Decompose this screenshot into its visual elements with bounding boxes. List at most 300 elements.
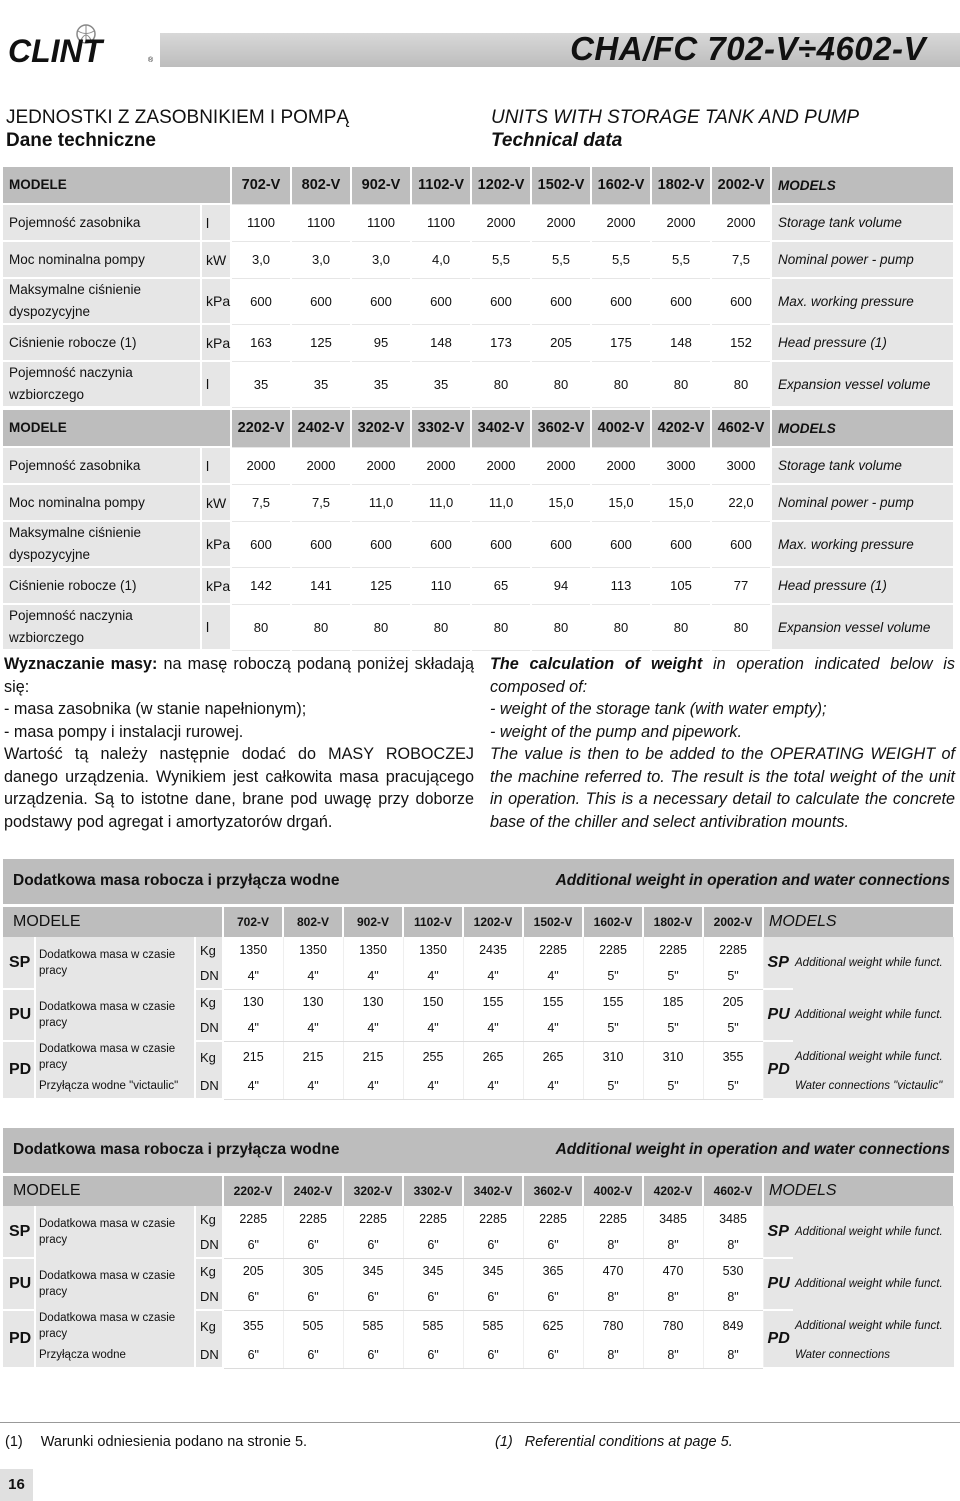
model-name: 3202-V: [351, 410, 411, 447]
cell-value: 125: [351, 567, 411, 604]
cell-value: 600: [711, 278, 771, 324]
cell-value: 600: [531, 521, 591, 567]
row-label-en: Max. working pressure: [771, 278, 954, 324]
cell-value: 148: [411, 324, 471, 361]
option-code-en: PU: [763, 1258, 793, 1310]
cell-value: 125: [291, 324, 351, 361]
connection-value: 4": [463, 963, 523, 989]
cell-value: 2000: [711, 204, 771, 241]
row-unit: l: [201, 204, 231, 241]
weight-line-en: - weight of the storage tank (with water empty);: [490, 700, 827, 718]
option-code-en: PU: [763, 989, 793, 1041]
cell-value: 600: [651, 521, 711, 567]
unit-kg: Kg: [195, 1206, 223, 1232]
model-name: 2202-V: [231, 410, 291, 447]
cell-value: 3,0: [231, 241, 291, 278]
connection-value: 4": [403, 963, 463, 989]
table-row: [3, 361, 954, 407]
table-row: [3, 204, 954, 241]
cell-value: 3,0: [351, 241, 411, 278]
cell-value: 4,0: [411, 241, 471, 278]
cell-value: 35: [351, 361, 411, 407]
cell-value: 600: [711, 521, 771, 567]
weight-value: 849: [703, 1310, 763, 1342]
connection-value: 8": [703, 1342, 763, 1368]
cell-value: 1100: [411, 204, 471, 241]
models-heading-en: MODELS: [763, 907, 954, 937]
cell-value: 600: [651, 278, 711, 324]
weight-value: 530: [703, 1258, 763, 1284]
cell-value: 141: [291, 567, 351, 604]
row-unit: kPa: [201, 521, 231, 567]
connection-value: 5": [703, 963, 763, 989]
table-row: [3, 604, 954, 650]
model-name: 1502-V: [531, 167, 591, 204]
cell-value: 600: [231, 521, 291, 567]
cell-value: 600: [411, 521, 471, 567]
cell-value: 2000: [591, 447, 651, 484]
weight-row: [3, 1310, 954, 1342]
weight-value: 130: [223, 989, 283, 1015]
weight-value: 310: [643, 1041, 703, 1073]
cell-value: 110: [411, 567, 471, 604]
weight-intro-en: in operation indicated below is composed of:: [490, 655, 955, 696]
cell-value: 11,0: [411, 484, 471, 521]
row-label-pl: Maksymalne ciśnienie dyspozycyjne: [3, 521, 201, 567]
cell-value: 2000: [651, 204, 711, 241]
unit-dn: DN: [195, 1015, 223, 1041]
table-row: [3, 241, 954, 278]
cell-value: 163: [231, 324, 291, 361]
weight-intro-pl: na masę roboczą podaną poniżej składają się:: [4, 655, 474, 696]
connection-value: 6": [463, 1284, 523, 1310]
connection-value: 5": [643, 1015, 703, 1041]
table-row: [3, 521, 954, 567]
connection-value: 5": [583, 963, 643, 989]
row-label-pl: Pojemność zasobnika: [3, 204, 201, 241]
weight-row: [3, 937, 954, 963]
model-name: 1502-V: [523, 907, 583, 937]
model-name: 2402-V: [283, 1176, 343, 1206]
weight-value: 355: [703, 1041, 763, 1073]
row-label-pl: Ciśnienie robocze (1): [3, 324, 201, 361]
model-name: 4202-V: [643, 1176, 703, 1206]
model-name: 1802-V: [643, 907, 703, 937]
weight-value: 345: [403, 1258, 463, 1284]
model-name: 3302-V: [403, 1176, 463, 1206]
cell-value: 35: [291, 361, 351, 407]
row-label-en: Nominal power - pump: [771, 484, 954, 521]
connection-row: [3, 1073, 954, 1099]
connection-value: 8": [703, 1232, 763, 1258]
cell-value: 600: [351, 521, 411, 567]
unit-kg: Kg: [195, 937, 223, 963]
technical-data-table-1: [3, 167, 955, 408]
model-name: 3202-V: [343, 1176, 403, 1206]
unit-kg: Kg: [195, 989, 223, 1015]
cell-value: 35: [411, 361, 471, 407]
weight-heading-en: The calculation of weight: [490, 655, 703, 673]
connection-value: 4": [523, 963, 583, 989]
weight-row: [3, 1041, 954, 1073]
connection-desc-pl: Przyłącza wodne: [35, 1342, 195, 1368]
weight-value: 505: [283, 1310, 343, 1342]
row-label-pl: Pojemność naczynia wzbiorczego: [3, 604, 201, 650]
model-name: 2002-V: [703, 907, 763, 937]
cell-value: 600: [411, 278, 471, 324]
weight-line-pl: - masa zasobnika (w stanie napełnionym);: [4, 700, 307, 718]
connection-value: 6": [223, 1232, 283, 1258]
option-desc-pl: Dodatkowa masa w czasie pracy: [35, 937, 195, 989]
option-code: PU: [3, 1258, 35, 1310]
cell-value: 80: [471, 604, 531, 650]
connection-value: 4": [343, 1015, 403, 1041]
weight-value: 585: [403, 1310, 463, 1342]
cell-value: 3000: [711, 447, 771, 484]
weight-explanation-pl: [4, 653, 474, 833]
model-name: 3602-V: [523, 1176, 583, 1206]
addweight-title-pl: Dodatkowa masa robocza i przyłącza wodne: [13, 872, 340, 889]
connection-value: 4": [223, 963, 283, 989]
model-title: CHA/FC 702-V÷4602-V: [570, 30, 926, 67]
connection-value: 6": [403, 1284, 463, 1310]
option-code-en: PD: [763, 1310, 793, 1368]
option-desc-pl: Dodatkowa masa w czasie pracy: [35, 1206, 195, 1258]
option-code: SP: [3, 1206, 35, 1258]
cell-value: 2000: [411, 447, 471, 484]
table-header-row: [3, 907, 954, 937]
connection-value: 5": [583, 1015, 643, 1041]
option-desc-en: Additional weight while funct.: [793, 989, 954, 1041]
cell-value: 5,5: [531, 241, 591, 278]
model-name: 2202-V: [223, 1176, 283, 1206]
cell-value: 80: [531, 604, 591, 650]
connection-value: 6": [343, 1284, 403, 1310]
connection-desc-en: Water connections "victaulic": [793, 1073, 954, 1099]
footnote-mark: (1): [495, 1434, 513, 1450]
connection-value: 6": [523, 1232, 583, 1258]
unit-dn: DN: [195, 1073, 223, 1099]
weight-value: 1350: [403, 937, 463, 963]
models-heading-en: MODELS: [763, 1176, 954, 1206]
models-heading-pl: MODELE: [3, 167, 231, 204]
weight-value: 470: [643, 1258, 703, 1284]
weight-value: 150: [403, 989, 463, 1015]
weight-value: 215: [223, 1041, 283, 1073]
weight-line-pl: Wartość tą należy następnie dodać do MASY ROBOCZEJ danego urządzenia. Wynikiem jest całkowita masa pracującego urządzenia. Są to istotne dane, brane pod uwagę przy doborze podstawy pod agregat i amortyzatorów drgań.: [4, 745, 474, 831]
weight-explanation-en: [490, 653, 955, 833]
weight-value: 2435: [463, 937, 523, 963]
weight-value: 205: [223, 1258, 283, 1284]
weight-heading-pl: Wyznaczanie masy:: [4, 655, 158, 673]
table-header-row: [3, 1176, 954, 1206]
table-header-row: [3, 167, 954, 204]
unit-dn: DN: [195, 963, 223, 989]
cell-value: 105: [651, 567, 711, 604]
weight-value: 130: [283, 989, 343, 1015]
connection-value: 6": [523, 1284, 583, 1310]
connection-value: 8": [703, 1284, 763, 1310]
weight-value: 470: [583, 1258, 643, 1284]
cell-value: 600: [591, 278, 651, 324]
models-heading-pl: MODELE: [3, 410, 231, 447]
weight-value: 310: [583, 1041, 643, 1073]
connection-value: 6": [343, 1232, 403, 1258]
option-desc-en: Additional weight while funct.: [793, 1310, 954, 1342]
cell-value: 2000: [531, 447, 591, 484]
addweight-table-1: [3, 907, 955, 1100]
section-title-pl: JEDNOSTKI Z ZASOBNIKIEM I POMPĄ: [6, 107, 350, 128]
connection-value: 6": [463, 1342, 523, 1368]
weight-value: 155: [583, 989, 643, 1015]
cell-value: 11,0: [351, 484, 411, 521]
footnote-divider: [0, 1422, 960, 1423]
model-name: 902-V: [343, 907, 403, 937]
cell-value: 35: [231, 361, 291, 407]
weight-value: 2285: [463, 1206, 523, 1232]
model-name: 1202-V: [471, 167, 531, 204]
cell-value: 113: [591, 567, 651, 604]
table-row: [3, 447, 954, 484]
cell-value: 2000: [291, 447, 351, 484]
model-name: 702-V: [231, 167, 291, 204]
connection-value: 6": [403, 1342, 463, 1368]
weight-value: 2285: [703, 937, 763, 963]
row-label-en: Expansion vessel volume: [771, 361, 954, 407]
cell-value: 80: [531, 361, 591, 407]
model-name: 4202-V: [651, 410, 711, 447]
cell-value: 80: [351, 604, 411, 650]
footnote-pl: [5, 1434, 307, 1450]
cell-value: 7,5: [711, 241, 771, 278]
table-row: [3, 324, 954, 361]
connection-value: 4": [343, 1073, 403, 1099]
weight-line-pl: - masa pompy i instalacji rurowej.: [4, 722, 244, 741]
clint-logo: [6, 22, 156, 66]
section-heading-en: [491, 106, 859, 152]
weight-value: 2285: [223, 1206, 283, 1232]
connection-value: 6": [283, 1284, 343, 1310]
weight-value: 345: [463, 1258, 523, 1284]
row-label-en: Storage tank volume: [771, 204, 954, 241]
cell-value: 2000: [231, 447, 291, 484]
row-label-en: Expansion vessel volume: [771, 604, 954, 650]
weight-row: [3, 1258, 954, 1284]
cell-value: 173: [471, 324, 531, 361]
footnote-text-pl: Warunki odniesienia podano na stronie 5.: [40, 1434, 308, 1450]
row-label-en: Head pressure (1): [771, 567, 954, 604]
weight-value: 305: [283, 1258, 343, 1284]
cell-value: 175: [591, 324, 651, 361]
weight-value: 255: [403, 1041, 463, 1073]
cell-value: 22,0: [711, 484, 771, 521]
connection-value: 4": [463, 1073, 523, 1099]
cell-value: 77: [711, 567, 771, 604]
cell-value: 5,5: [471, 241, 531, 278]
connection-value: 4": [283, 963, 343, 989]
unit-dn: DN: [195, 1342, 223, 1368]
cell-value: 600: [531, 278, 591, 324]
option-desc-en: Additional weight while funct.: [793, 937, 954, 989]
model-name: 1102-V: [411, 167, 471, 204]
connection-value: 6": [223, 1342, 283, 1368]
weight-value: 780: [583, 1310, 643, 1342]
weight-row: [3, 989, 954, 1015]
connection-value: 6": [223, 1284, 283, 1310]
option-desc-en: Additional weight while funct.: [793, 1041, 954, 1073]
connection-row: [3, 1342, 954, 1368]
cell-value: 1100: [231, 204, 291, 241]
connection-value: 4": [283, 1015, 343, 1041]
weight-value: 1350: [343, 937, 403, 963]
cell-value: 2000: [471, 447, 531, 484]
unit-kg: Kg: [195, 1258, 223, 1284]
connection-value: 4": [403, 1015, 463, 1041]
connection-value: 4": [223, 1015, 283, 1041]
cell-value: 80: [651, 604, 711, 650]
weight-line-en: The value is then to be added to the OPERATING WEIGHT of the machine referred to. The result is the total weight of the unit in operation. This is a necessary detail to calculate the concrete base of the chiller and select antivibration mounts.: [490, 745, 955, 831]
cell-value: 15,0: [651, 484, 711, 521]
option-desc-pl: Dodatkowa masa w czasie pracy: [35, 1041, 195, 1073]
connection-value: 6": [403, 1232, 463, 1258]
model-name: 1602-V: [583, 907, 643, 937]
connection-value: 4": [403, 1073, 463, 1099]
cell-value: 80: [711, 604, 771, 650]
connection-value: 8": [643, 1284, 703, 1310]
models-heading-pl: MODELE: [3, 907, 223, 937]
connection-value: 8": [643, 1342, 703, 1368]
row-label-en: Nominal power - pump: [771, 241, 954, 278]
svg-text:®: ®: [148, 57, 154, 64]
connection-value: 8": [583, 1342, 643, 1368]
cell-value: 152: [711, 324, 771, 361]
cell-value: 600: [471, 278, 531, 324]
cell-value: 5,5: [591, 241, 651, 278]
cell-value: 80: [291, 604, 351, 650]
connection-value: 5": [703, 1015, 763, 1041]
cell-value: 5,5: [651, 241, 711, 278]
connection-value: 6": [283, 1342, 343, 1368]
models-heading-en: MODELS: [771, 167, 954, 204]
cell-value: 80: [651, 361, 711, 407]
row-label-pl: Pojemność naczynia wzbiorczego: [3, 361, 201, 407]
connection-value: 4": [223, 1073, 283, 1099]
connection-value: 5": [643, 1073, 703, 1099]
models-heading-en: MODELS: [771, 410, 954, 447]
weight-value: 780: [643, 1310, 703, 1342]
addweight-title-en: Additional weight in operation and water connections: [555, 872, 950, 889]
weight-value: 1350: [223, 937, 283, 963]
row-label-pl: Moc nominalna pompy: [3, 484, 201, 521]
connection-value: 8": [583, 1284, 643, 1310]
unit-kg: Kg: [195, 1041, 223, 1073]
connection-value: 6": [523, 1342, 583, 1368]
option-code-en: SP: [763, 1206, 793, 1258]
svg-text:CLINT: CLINT: [8, 33, 103, 66]
table-row: [3, 484, 954, 521]
model-name: 4602-V: [703, 1176, 763, 1206]
cell-value: 15,0: [591, 484, 651, 521]
row-label-en: Max. working pressure: [771, 521, 954, 567]
option-code: SP: [3, 937, 35, 989]
connection-value: 5": [583, 1073, 643, 1099]
row-label-en: Storage tank volume: [771, 447, 954, 484]
weight-value: 355: [223, 1310, 283, 1342]
row-unit: kW: [201, 484, 231, 521]
model-name: 802-V: [283, 907, 343, 937]
connection-desc-pl: Przyłącza wodne "victaulic": [35, 1073, 195, 1099]
model-name: 3402-V: [471, 410, 531, 447]
weight-line-en: - weight of the pump and pipework.: [490, 722, 742, 741]
option-code-en: PD: [763, 1041, 793, 1099]
table-header-row: [3, 410, 954, 447]
option-code: PD: [3, 1041, 35, 1099]
technical-data-table-2: [3, 410, 955, 651]
section-subtitle-pl: Dane techniczne: [6, 130, 156, 151]
weight-value: 2285: [403, 1206, 463, 1232]
cell-value: 2000: [531, 204, 591, 241]
weight-value: 265: [463, 1041, 523, 1073]
option-desc-pl: Dodatkowa masa w czasie pracy: [35, 1258, 195, 1310]
model-name: 1602-V: [591, 167, 651, 204]
connection-value: 6": [463, 1232, 523, 1258]
cell-value: 80: [411, 604, 471, 650]
weight-value: 3485: [703, 1206, 763, 1232]
option-desc-en: Additional weight while funct.: [793, 1258, 954, 1310]
weight-value: 585: [343, 1310, 403, 1342]
cell-value: 600: [231, 278, 291, 324]
weight-value: 2285: [343, 1206, 403, 1232]
cell-value: 7,5: [231, 484, 291, 521]
cell-value: 2000: [351, 447, 411, 484]
weight-value: 1350: [283, 937, 343, 963]
weight-value: 365: [523, 1258, 583, 1284]
cell-value: 2000: [591, 204, 651, 241]
footnote-en: [495, 1434, 733, 1450]
row-unit: kPa: [201, 324, 231, 361]
cell-value: 148: [651, 324, 711, 361]
connection-value: 5": [703, 1073, 763, 1099]
option-code: PU: [3, 989, 35, 1041]
weight-value: 2285: [643, 937, 703, 963]
cell-value: 65: [471, 567, 531, 604]
cell-value: 80: [591, 361, 651, 407]
model-name: 802-V: [291, 167, 351, 204]
model-name: 3602-V: [531, 410, 591, 447]
model-name: 3302-V: [411, 410, 471, 447]
row-label-pl: Ciśnienie robocze (1): [3, 567, 201, 604]
weight-value: 155: [523, 989, 583, 1015]
model-name: 4002-V: [591, 410, 651, 447]
model-name: 2002-V: [711, 167, 771, 204]
section-subtitle-en: Technical data: [491, 130, 623, 151]
connection-value: 4": [523, 1015, 583, 1041]
cell-value: 3,0: [291, 241, 351, 278]
section-heading-pl: [6, 106, 349, 152]
cell-value: 80: [231, 604, 291, 650]
cell-value: 15,0: [531, 484, 591, 521]
weight-value: 2285: [583, 1206, 643, 1232]
row-unit: l: [201, 447, 231, 484]
cell-value: 7,5: [291, 484, 351, 521]
model-name: 4602-V: [711, 410, 771, 447]
connection-desc-en: Water connections: [793, 1342, 954, 1368]
option-code: PD: [3, 1310, 35, 1368]
cell-value: 95: [351, 324, 411, 361]
row-unit: kW: [201, 241, 231, 278]
cell-value: 80: [591, 604, 651, 650]
row-unit: kPa: [201, 567, 231, 604]
